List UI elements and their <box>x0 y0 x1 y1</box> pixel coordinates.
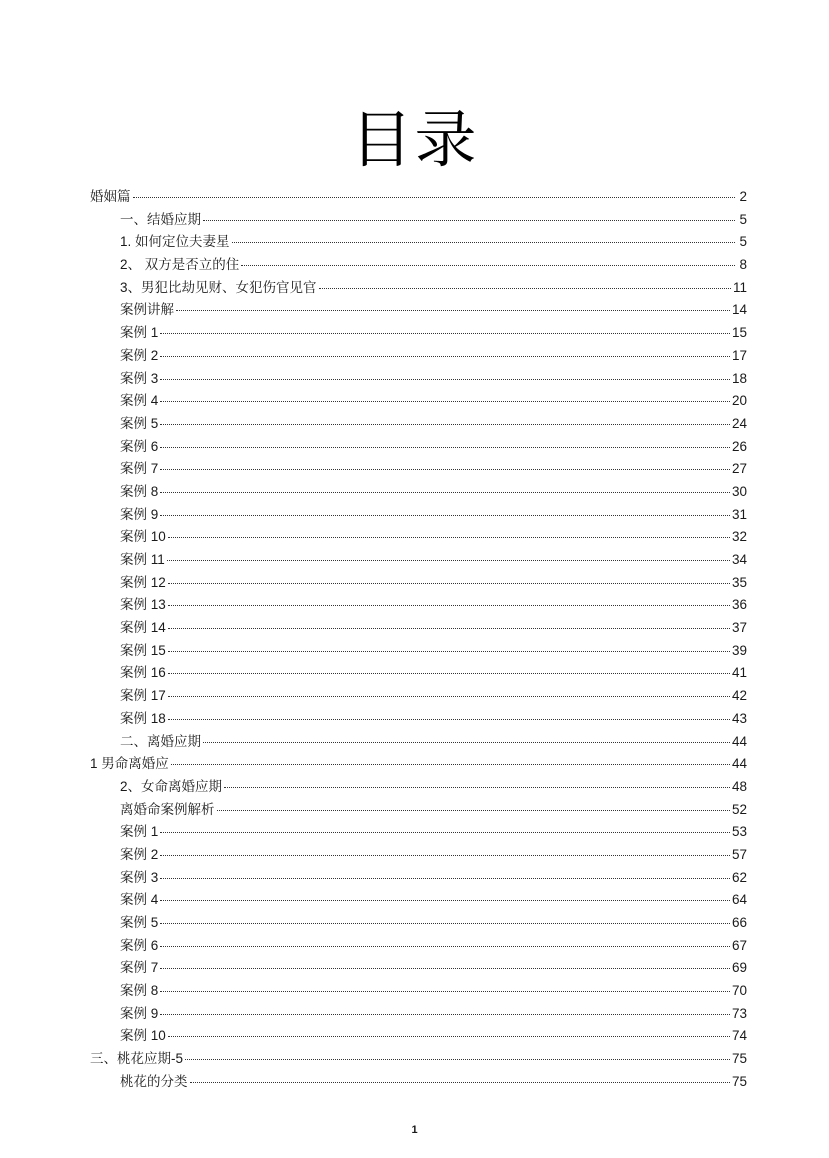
page-number: 1 <box>411 1124 418 1136</box>
toc-entry[interactable] <box>90 368 747 391</box>
toc-entry-label: 离婚命案例解析 <box>120 801 215 817</box>
toc-entry[interactable] <box>90 549 747 572</box>
dot-leader <box>241 264 735 266</box>
toc-entry-label: 案例 13 <box>120 597 166 613</box>
toc-entry[interactable] <box>90 413 747 436</box>
toc-entry[interactable] <box>90 231 747 254</box>
toc-entry-label: 案例 9 <box>120 1005 159 1021</box>
toc-entry-page: 2 <box>739 189 747 204</box>
toc-entry-page: 32 <box>731 529 747 545</box>
toc-entry[interactable] <box>90 799 747 822</box>
toc-entry-page: 5 <box>739 211 747 227</box>
toc-entry[interactable] <box>90 186 747 209</box>
toc-entry-label: 2、女命离婚应期 <box>120 778 223 794</box>
toc-entry[interactable] <box>90 504 747 527</box>
toc-entry-page: 18 <box>731 370 747 386</box>
toc-entry-label: 案例 1 <box>120 325 159 341</box>
toc-entry[interactable] <box>90 708 747 731</box>
toc-entry-label: 婚姻篇 <box>90 189 131 204</box>
dot-leader <box>217 809 730 811</box>
toc-entry-page: 31 <box>731 506 747 522</box>
dot-leader <box>160 854 730 856</box>
dot-leader <box>167 559 730 561</box>
toc-entry[interactable] <box>90 640 747 663</box>
toc-entry[interactable] <box>90 957 747 980</box>
toc-entry[interactable] <box>90 662 747 685</box>
dot-leader <box>171 763 730 765</box>
dot-leader <box>160 877 730 879</box>
toc-entry-label: 案例 17 <box>120 688 166 704</box>
toc-entry-page: 37 <box>731 620 747 636</box>
toc-entry[interactable] <box>90 1048 747 1071</box>
toc-entry[interactable] <box>90 867 747 890</box>
toc-entry-page: 42 <box>731 688 747 704</box>
toc-entry[interactable] <box>90 299 747 322</box>
dot-leader <box>168 1035 730 1037</box>
toc-entry-label: 案例 2 <box>120 846 159 862</box>
toc-entry-page: 52 <box>731 801 747 817</box>
dot-leader <box>160 423 730 425</box>
dot-leader <box>168 672 730 674</box>
dot-leader <box>203 741 730 743</box>
toc-entry-page: 64 <box>731 892 747 908</box>
toc-entry-page: 34 <box>731 552 747 567</box>
toc-entry[interactable] <box>90 776 747 799</box>
toc-entry[interactable] <box>90 572 747 595</box>
toc-entry[interactable] <box>90 1025 747 1048</box>
toc-entry-label: 案例 3 <box>120 869 159 885</box>
toc-entry-page: 53 <box>731 824 747 840</box>
toc-entry-page: 69 <box>731 960 747 976</box>
toc-entry-label: 案例 7 <box>120 461 159 477</box>
toc-entry-page: 67 <box>731 937 747 953</box>
toc-entry[interactable] <box>90 345 747 368</box>
dot-leader <box>224 786 730 788</box>
toc-entry[interactable] <box>90 617 747 640</box>
toc-entry-label: 案例 10 <box>120 529 166 545</box>
toc-entry-page: 75 <box>731 1051 747 1067</box>
toc-entry-page: 73 <box>731 1005 747 1021</box>
dot-leader <box>160 355 730 357</box>
dot-leader <box>168 718 730 720</box>
toc-entry-page: 24 <box>731 415 747 431</box>
dot-leader <box>160 831 730 833</box>
toc-entry[interactable] <box>90 594 747 617</box>
toc-entry-label: 案例讲解 <box>120 302 174 318</box>
toc-entry[interactable] <box>90 821 747 844</box>
dot-leader <box>232 241 735 243</box>
toc-entry-label: 2、 双方是否立的住 <box>120 257 240 273</box>
toc-entry[interactable] <box>90 481 747 504</box>
toc-entry-label: 二、离婚应期 <box>120 733 201 749</box>
toc-entry-label: 案例 14 <box>120 620 166 636</box>
toc-entry[interactable] <box>90 731 747 754</box>
toc-entry[interactable] <box>90 912 747 935</box>
toc-entry-page: 57 <box>731 846 747 862</box>
toc-entry-label: 案例 6 <box>120 438 159 454</box>
dot-leader <box>168 604 730 606</box>
table-of-contents <box>90 186 747 1094</box>
toc-entry-label: 三、桃花应期-5 <box>90 1051 184 1067</box>
toc-entry[interactable] <box>90 844 747 867</box>
toc-entry-page: 41 <box>731 665 747 681</box>
toc-entry[interactable] <box>90 209 747 232</box>
dot-leader <box>168 695 730 697</box>
toc-entry-label: 案例 12 <box>120 574 166 590</box>
toc-entry-label: 案例 7 <box>120 960 159 976</box>
dot-leader <box>160 1013 730 1015</box>
dot-leader <box>160 514 730 516</box>
toc-entry[interactable] <box>90 1071 747 1094</box>
dot-leader <box>160 967 730 969</box>
toc-entry-page: 15 <box>731 325 747 341</box>
dot-leader <box>185 1058 730 1060</box>
toc-entry-label: 案例 6 <box>120 937 159 953</box>
toc-entry-page: 11 <box>732 279 747 295</box>
toc-entry-page: 74 <box>731 1028 747 1044</box>
toc-entry-page: 44 <box>731 756 747 772</box>
toc-entry-label: 案例 9 <box>120 506 159 522</box>
toc-entry-page: 17 <box>731 347 747 363</box>
toc-entry-label: 案例 15 <box>120 642 166 658</box>
toc-entry-page: 5 <box>739 234 747 250</box>
toc-entry-page: 27 <box>731 461 747 477</box>
dot-leader <box>160 378 730 380</box>
dot-leader <box>160 446 730 448</box>
toc-entry-label: 案例 11 <box>120 552 165 567</box>
dot-leader <box>160 899 730 901</box>
toc-entry[interactable] <box>90 277 747 300</box>
dot-leader <box>160 990 730 992</box>
toc-entry-label: 一、结婚应期 <box>120 211 201 227</box>
toc-entry-page: 30 <box>731 483 747 499</box>
toc-entry-page: 35 <box>731 574 747 590</box>
toc-entry[interactable] <box>90 458 747 481</box>
dot-leader <box>168 536 730 538</box>
toc-entry-page: 39 <box>731 642 747 658</box>
dot-leader <box>168 582 730 584</box>
toc-entry-label: 案例 2 <box>120 347 159 363</box>
toc-entry-page: 75 <box>731 1073 747 1089</box>
dot-leader <box>176 309 730 311</box>
toc-entry-page: 14 <box>731 302 747 318</box>
toc-entry[interactable] <box>90 753 747 776</box>
dot-leader <box>133 196 736 198</box>
dot-leader <box>160 400 730 402</box>
toc-entry-page: 44 <box>731 733 747 749</box>
toc-entry[interactable] <box>90 935 747 958</box>
toc-entry-label: 案例 5 <box>120 915 159 930</box>
dot-leader <box>190 1081 730 1083</box>
dot-leader <box>168 627 730 629</box>
dot-leader <box>203 219 735 221</box>
toc-entry[interactable] <box>90 390 747 413</box>
toc-entry[interactable] <box>90 685 747 708</box>
toc-entry-page: 66 <box>731 915 747 930</box>
dot-leader <box>319 287 731 289</box>
toc-entry[interactable] <box>90 889 747 912</box>
toc-entry-label: 案例 10 <box>120 1028 166 1044</box>
toc-entry-page: 70 <box>731 983 747 999</box>
toc-entry[interactable] <box>90 1003 747 1026</box>
toc-entry-label: 案例 5 <box>120 415 159 431</box>
dot-leader <box>160 922 730 924</box>
toc-entry-page: 26 <box>731 438 747 454</box>
toc-entry-page: 36 <box>731 597 747 613</box>
toc-entry-label: 案例 3 <box>120 370 159 386</box>
toc-entry[interactable] <box>90 526 747 549</box>
dot-leader <box>160 945 730 947</box>
toc-entry-label: 3、男犯比劫见财、女犯伤官见官 <box>120 279 317 295</box>
toc-entry-label: 1. 如何定位夫妻星 <box>120 234 230 250</box>
toc-entry-page: 48 <box>731 778 747 794</box>
toc-entry-label: 案例 18 <box>120 710 166 726</box>
dot-leader <box>160 468 730 470</box>
toc-entry[interactable] <box>90 322 747 345</box>
toc-entry-label: 案例 1 <box>120 824 159 840</box>
toc-entry-page: 62 <box>731 869 747 885</box>
toc-entry-page: 8 <box>739 257 747 273</box>
toc-entry[interactable] <box>90 254 747 277</box>
toc-entry-label: 1 男命离婚应 <box>90 756 169 772</box>
dot-leader <box>160 491 730 493</box>
dot-leader <box>168 650 730 652</box>
toc-entry-label: 案例 8 <box>120 983 159 999</box>
toc-entry-label: 案例 4 <box>120 892 159 908</box>
dot-leader <box>160 332 730 334</box>
toc-entry-label: 案例 16 <box>120 665 166 681</box>
toc-entry-page: 20 <box>731 393 747 409</box>
toc-title: 目录 <box>350 103 479 176</box>
toc-entry-label: 桃花的分类 <box>120 1073 188 1089</box>
toc-entry[interactable] <box>90 980 747 1003</box>
toc-entry-label: 案例 4 <box>120 393 159 409</box>
toc-entry-page: 43 <box>731 710 747 726</box>
toc-entry[interactable] <box>90 436 747 459</box>
toc-entry-label: 案例 8 <box>120 483 159 499</box>
